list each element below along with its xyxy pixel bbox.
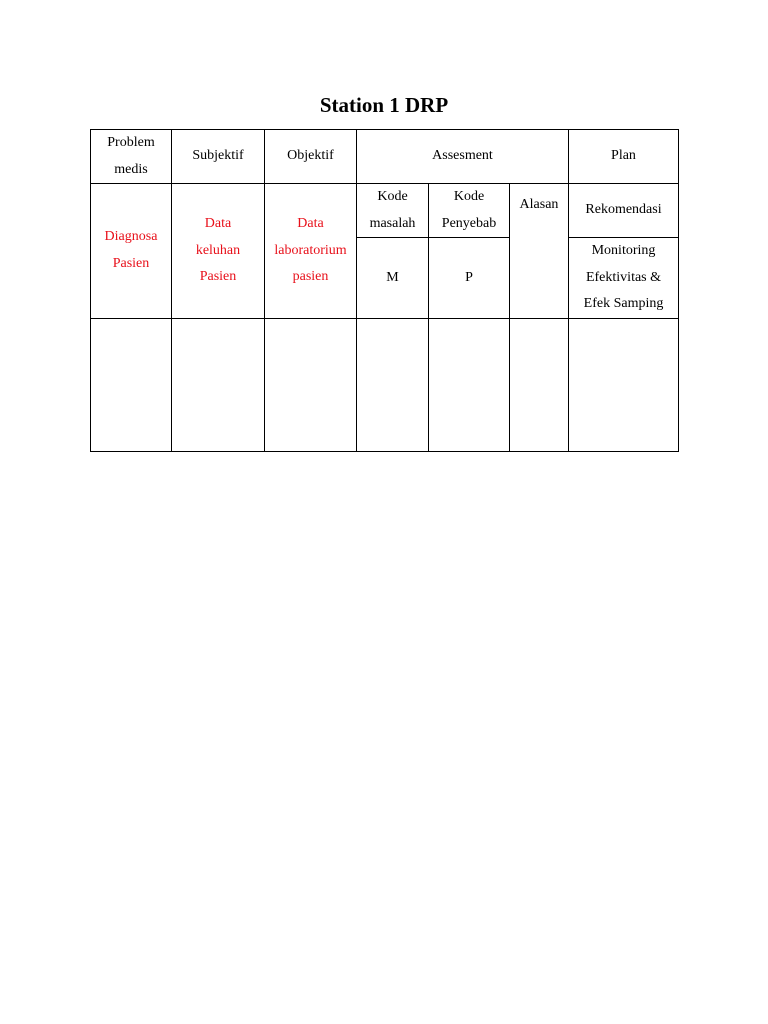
objektif-guide-line-2: laboratorium bbox=[274, 242, 347, 258]
header-problem-medis bbox=[91, 130, 172, 184]
header-problem-medis-line-1: Problem bbox=[107, 135, 155, 150]
subjektif-guide-line-2: keluhan bbox=[195, 242, 241, 258]
kode-masalah-line-1: Kode bbox=[377, 189, 408, 204]
monitoring-line-3: Efek Samping bbox=[583, 296, 664, 311]
sub-header-row bbox=[91, 184, 679, 238]
empty-cell-kode-masalah[interactable] bbox=[357, 318, 429, 451]
header-subjektif: Subjektif bbox=[172, 130, 265, 184]
kode-masalah-value: M bbox=[357, 238, 429, 319]
empty-cell-subjektif[interactable] bbox=[172, 318, 265, 451]
monitoring-line-2: Efektivitas & bbox=[585, 269, 662, 285]
kode-penyebab-line-1: Kode bbox=[453, 189, 485, 204]
header-problem-medis-line-2: medis bbox=[114, 161, 148, 177]
kode-penyebab-value: P bbox=[429, 238, 510, 319]
header-assesment: Assesment bbox=[357, 130, 569, 184]
kode-masalah-line-2: masalah bbox=[369, 215, 416, 231]
subjektif-guide-line-3: Pasien bbox=[199, 269, 237, 284]
header-row bbox=[91, 130, 679, 184]
sub-header-rekomendasi: Rekomendasi bbox=[569, 184, 679, 238]
drp-table bbox=[90, 129, 679, 452]
empty-cell-kode-penyebab[interactable] bbox=[429, 318, 510, 451]
subjektif-guide-line-1: Data bbox=[204, 216, 232, 231]
alasan-cell bbox=[510, 184, 569, 319]
empty-entry-row bbox=[91, 318, 679, 451]
empty-cell-objektif[interactable] bbox=[265, 318, 357, 451]
objektif-guide-line-1: Data bbox=[297, 216, 324, 231]
sub-header-alasan: Alasan bbox=[519, 197, 559, 212]
empty-cell-plan[interactable] bbox=[569, 318, 679, 451]
empty-cell-alasan[interactable] bbox=[510, 318, 569, 451]
header-plan: Plan bbox=[569, 130, 679, 184]
header-objektif: Objektif bbox=[265, 130, 357, 184]
page-title: Station 1 DRP bbox=[319, 93, 449, 117]
sub-header-kode-masalah bbox=[357, 184, 429, 238]
kode-penyebab-line-2: Penyebab bbox=[441, 215, 497, 231]
problem-guide-line-2: Pasien bbox=[112, 255, 150, 271]
monitoring-cell bbox=[569, 238, 679, 319]
monitoring-line-1: Monitoring bbox=[591, 243, 656, 258]
subjektif-guide-cell bbox=[172, 184, 265, 319]
empty-cell-problem[interactable] bbox=[91, 318, 172, 451]
problem-guide-cell bbox=[91, 184, 172, 319]
problem-guide-line-1: Diagnosa bbox=[104, 229, 158, 245]
sub-header-kode-penyebab bbox=[429, 184, 510, 238]
objektif-guide-cell bbox=[265, 184, 357, 319]
objektif-guide-line-3: pasien bbox=[292, 269, 329, 284]
